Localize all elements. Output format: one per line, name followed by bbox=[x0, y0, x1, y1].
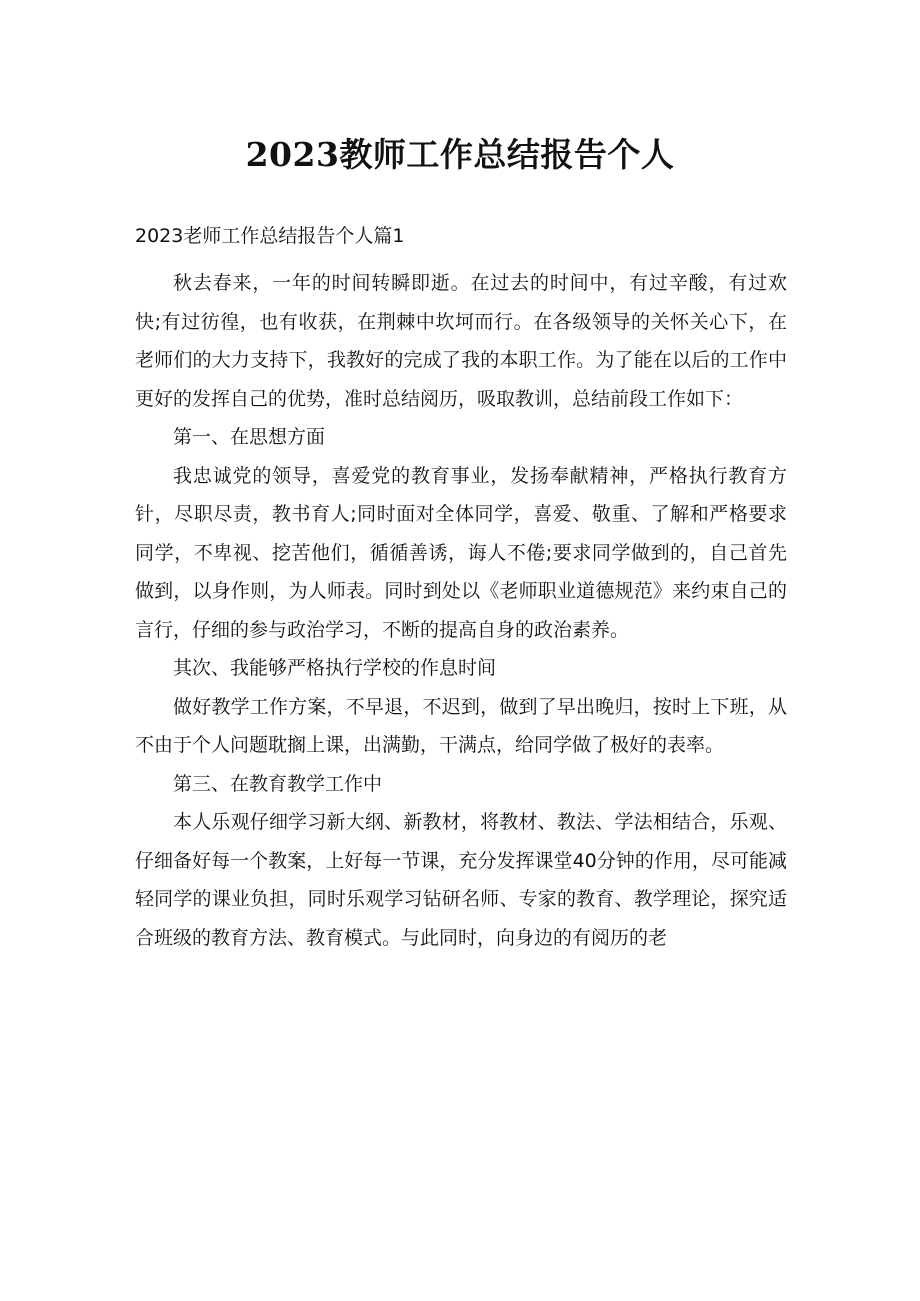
section-heading-teaching: 第三、在教育教学工作中 bbox=[173, 772, 383, 795]
section-heading-schedule: 其次、我能够严格执行学校的作息时间 bbox=[173, 657, 497, 679]
document-subtitle: 2023老师工作总结报告个人篇1 bbox=[135, 225, 405, 247]
paragraph-thought: 我忠诚党的领导，喜爱党的教育事业，发扬奉献精神，严格执行教育方针，尽职尽责，教书育人;同时面对全体同学，喜爱、敬重、了解和严格要求同学，不卑视、挖苦他们，循循善诱，诲人不倦;要求同学做到的，自己首先做到，以身作则，为人师表。同时到处以《老师职业道德规范》来约束自己的言行，仔细的参与政治学习，不断的提高自身的政治素养。 bbox=[135, 464, 787, 641]
paragraph-intro: 秋去春来，一年的时间转瞬即逝。在过去的时间中，有过辛酸，有过欢快;有过彷徨，也有收获，在荆棘中坎坷而行。在各级领导的关怀关心下，在老师们的大力支持下，我教好的完成了我的本职工作。为了能在以后的工作中更好的发挥自己的优势，准时总结阅历，吸取教训，总结前段工作如下： bbox=[135, 272, 787, 410]
section-heading-thought: 第一、在思想方面 bbox=[173, 426, 326, 448]
document-body bbox=[135, 264, 787, 957]
document-title: 2023教师工作总结报告个人 bbox=[245, 135, 675, 174]
paragraph-teaching: 本人乐观仔细学习新大纲、新教材，将教材、教法、学法相结合，乐观、仔细备好每一个教案，上好每一节课，充分发挥课堂40分钟的作用，尽可能减轻同学的课业负担，同时乐观学习钻研名师、专家的教育、教学理论，探究适合班级的教育方法、教育模式。与此同时，向身边的有阅历的老 bbox=[135, 811, 787, 949]
paragraph-schedule: 做好教学工作方案，不早退，不迟到，做到了早出晚归，按时上下班，从不由于个人问题耽搁上课，出满勤，干满点，给同学做了极好的表率。 bbox=[135, 695, 787, 756]
